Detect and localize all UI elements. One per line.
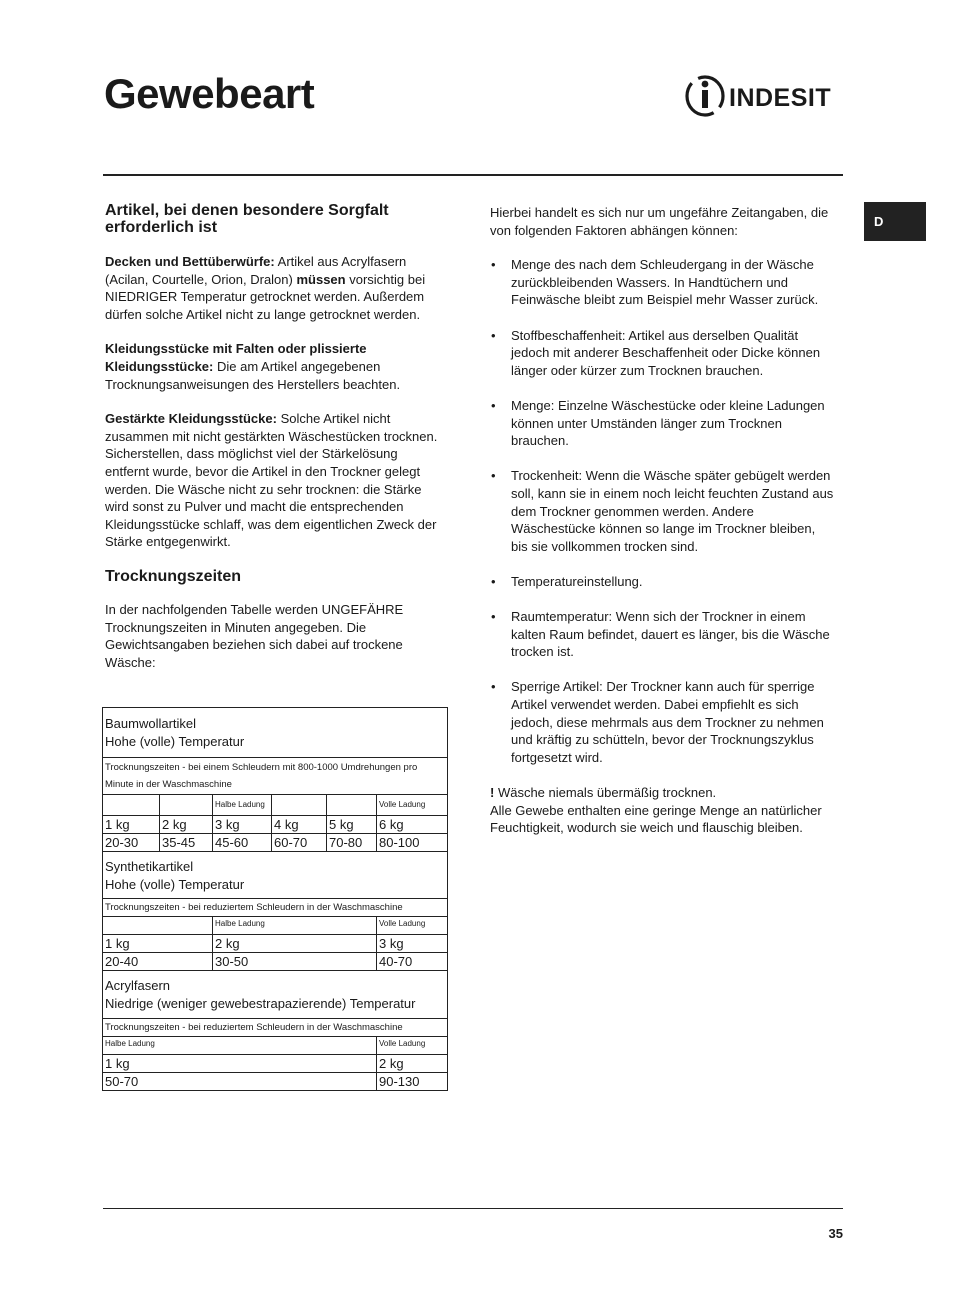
left-column	[105, 202, 445, 688]
synthetic-header	[103, 852, 447, 899]
synthetic-time-row	[103, 953, 447, 971]
list-item	[490, 608, 835, 661]
text: Solche Artikel nicht zusammen mit nicht gestärkten Wäschestücken trocknen. Sicherstellen, dass möglichst viel der Stärkelösung entfernt wurde, bevor die Artikel in den Trockner gelegt werden. Die Wäsche nicht zu sehr trocknen: die Stärke wird sonst zu Pulver und macht die entsprechenden Kleidungsstücke schlaff, was dem eigentlichen Zweck der Stärke entgegenwirkt.	[105, 411, 438, 550]
warning-text: Wäsche niemals übermäßig trocknen.	[494, 785, 717, 800]
cotton-note: Trocknungszeiten - bei einem Schleudern mit 800-1000 Umdrehungen pro Minute in der Waschmaschine	[103, 758, 447, 795]
warning-note	[490, 784, 835, 802]
acrylic-header	[103, 971, 447, 1018]
warning-icon: !	[490, 785, 495, 800]
cotton-weight-row	[103, 816, 447, 834]
acrylic-load-row	[103, 1037, 447, 1055]
synthetic-load-row	[103, 917, 447, 935]
table-cell: 50-70	[103, 1073, 377, 1090]
table-cell: 45-60	[213, 834, 272, 851]
list-item-text: Sperrige Artikel: Der Trockner kann auch für sperrige Artikel verwendet werden. Dabei empfiehlt es sich jedoch, diese mehrmals aus dem Trockner zu nehmen und kräftig zu schütteln, bevor der Trocknungszyklus fortgesetzt wird.	[511, 679, 824, 765]
table-cell: 3 kg	[379, 936, 404, 952]
synthetic-weight-row	[103, 935, 447, 953]
synthetic-title: Synthetikartikel	[105, 859, 194, 875]
acrylic-full-load-label: Volle Ladung	[379, 1038, 426, 1048]
table-cell: 1 kg	[103, 935, 213, 952]
table-cell: 20-40	[103, 953, 213, 970]
acrylic-note: Trocknungszeiten - bei reduziertem Schleudern in der Waschmaschine	[103, 1019, 447, 1037]
bullet: •	[491, 468, 496, 484]
top-rule	[103, 174, 843, 176]
section-heading-drying-times: Trocknungszeiten	[105, 567, 242, 585]
table-cell: 35-45	[160, 834, 213, 851]
list-item-text: Trockenheit: Wenn die Wäsche später gebügelt werden soll, kann sie in einem noch leicht feuchten Zustand aus dem Trockner genommen werden. Andere Wäschestücke können so lange im Trockner bleiben, bis sie vollkommen trocken sind.	[511, 468, 834, 554]
synthetic-temperature: Hohe (volle) Temperatur	[105, 876, 245, 892]
paragraph-pleats	[105, 340, 445, 393]
list-item	[490, 256, 835, 309]
text: vorsichtig bei NIEDRIGER Temperatur getrocknet werden. Außerdem dürfen solche Artikel nicht zu lange getrocknet werden.	[105, 271, 426, 322]
right-column	[490, 204, 835, 837]
term-blankets: Decken und Bettüberwürfe:	[105, 254, 275, 269]
table-cell	[272, 795, 327, 815]
table-cell: 60-70	[272, 834, 327, 851]
list-item-text: Temperatureinstellung.	[511, 573, 643, 589]
table-cell: 3 kg	[213, 816, 272, 833]
bullet: •	[491, 257, 496, 273]
list-item	[490, 678, 835, 766]
list-item-text: Menge des nach dem Schleudergang in der Wäsche zurückbleibenden Wassers. In Handtüchern und Feinwäsche bleibt zum Beispiel mehr Wasser zurück.	[511, 257, 819, 308]
term-starched: Gestärkte Kleidungsstücke:	[105, 411, 277, 427]
cotton-full-load-label: Volle Ladung	[379, 800, 426, 810]
term-pleats: Kleidungsstücke mit Falten oder plissierte Kleidungsstücke:	[105, 341, 367, 374]
synthetic-half-load-label: Halbe Ladung	[213, 917, 377, 934]
list-item-text: Raumtemperatur: Wenn sich der Trockner in einem kalten Raum befindet, dauert es länger, bis die Wäsche trocken ist.	[511, 609, 830, 660]
table-cell: 1 kg	[103, 816, 160, 833]
synthetic-note: Trocknungszeiten - bei reduziertem Schleudern in der Waschmaschine	[103, 899, 447, 917]
table-cell: 4 kg	[272, 816, 327, 833]
paragraph-starched	[105, 410, 445, 551]
table-cell: 2 kg	[160, 816, 213, 833]
page-number: 35	[828, 1226, 843, 1241]
text: Die am Artikel angegebenen Trocknungsanweisungen des Herstellers beachten.	[105, 358, 401, 392]
closing-text: Alle Gewebe enthalten eine geringe Menge an natürlicher Feuchtigkeit, wodurch sie weich und flauschig bleiben.	[490, 802, 822, 836]
table-cell	[103, 795, 160, 815]
table-cell	[327, 795, 377, 815]
text: Artikel aus Acrylfasern (Acilan, Courtelle, Orion, Dralon)	[105, 254, 407, 287]
acrylic-time-row	[103, 1073, 447, 1090]
paragraph-table-intro: In der nachfolgenden Tabelle werden UNGEFÄHRE Trocknungszeiten in Minuten angegeben. Die Gewichtsangaben beziehen sich dabei auf trockene Wäsche:	[105, 601, 404, 670]
acrylic-half-load-label: Halbe Ladung	[103, 1037, 377, 1054]
bottom-rule	[103, 1208, 843, 1209]
cotton-load-row	[103, 795, 447, 816]
table-cell: 90-130	[379, 1073, 420, 1089]
table-cell	[160, 795, 213, 815]
acrylic-weight-row	[103, 1055, 447, 1073]
table-cell: 70-80	[327, 834, 377, 851]
indesit-logo	[685, 75, 845, 117]
table-cell: 2 kg	[379, 1055, 404, 1071]
list-item	[490, 573, 835, 591]
bullet: •	[491, 679, 496, 695]
table-cell: 5 kg	[327, 816, 377, 833]
list-item-text: Menge: Einzelne Wäschestücke oder kleine Ladungen können unter Umständen länger zum Trocknen brauchen.	[511, 397, 825, 449]
cotton-time-row	[103, 834, 447, 852]
table-cell: 40-70	[379, 954, 413, 970]
acrylic-title: Acrylfasern	[105, 978, 171, 994]
cotton-title: Baumwollartikel	[105, 716, 197, 731]
cotton-temperature: Hohe (volle) Temperatur	[105, 733, 245, 749]
cotton-header	[103, 708, 447, 758]
bullet: •	[491, 573, 496, 589]
list-item	[490, 397, 835, 450]
table-cell: 20-30	[103, 834, 160, 851]
drying-times-table	[102, 707, 448, 1091]
factors-list	[490, 256, 835, 766]
emphasis: müssen	[296, 271, 346, 287]
section-heading-care: Artikel, bei denen besondere Sorgfalt erforderlich ist	[105, 202, 389, 236]
list-item-text: Stoffbeschaffenheit: Artikel aus derselben Qualität jedoch mit anderer Beschaffenheit oder Dicke können länger oder kürzer zum Trocknen brauchen.	[511, 327, 821, 378]
list-item	[490, 467, 835, 555]
acrylic-temperature: Niedrige (weniger gewebestrapazierende) Temperatur	[105, 995, 416, 1011]
table-cell: 2 kg	[213, 935, 377, 952]
table-cell	[103, 917, 213, 934]
page-title: Gewebeart	[104, 70, 315, 117]
table-cell: 30-50	[213, 953, 377, 970]
factors-intro: Hierbei handelt es sich nur um ungefähre Zeitangaben, die von folgenden Faktoren abhängen können:	[490, 205, 829, 238]
table-cell: 80-100	[379, 835, 420, 851]
bullet: •	[491, 327, 496, 343]
language-tab: D	[864, 202, 926, 241]
bullet: •	[491, 397, 496, 413]
brand-wordmark: INDESIT	[729, 84, 832, 112]
paragraph-blankets	[105, 253, 445, 323]
synthetic-full-load-label: Volle Ladung	[379, 919, 426, 929]
bullet: •	[491, 609, 496, 625]
table-cell: 1 kg	[103, 1055, 377, 1072]
table-cell: 6 kg	[379, 817, 404, 833]
cotton-half-load-label: Halbe Ladung	[213, 795, 272, 815]
list-item	[490, 327, 835, 380]
